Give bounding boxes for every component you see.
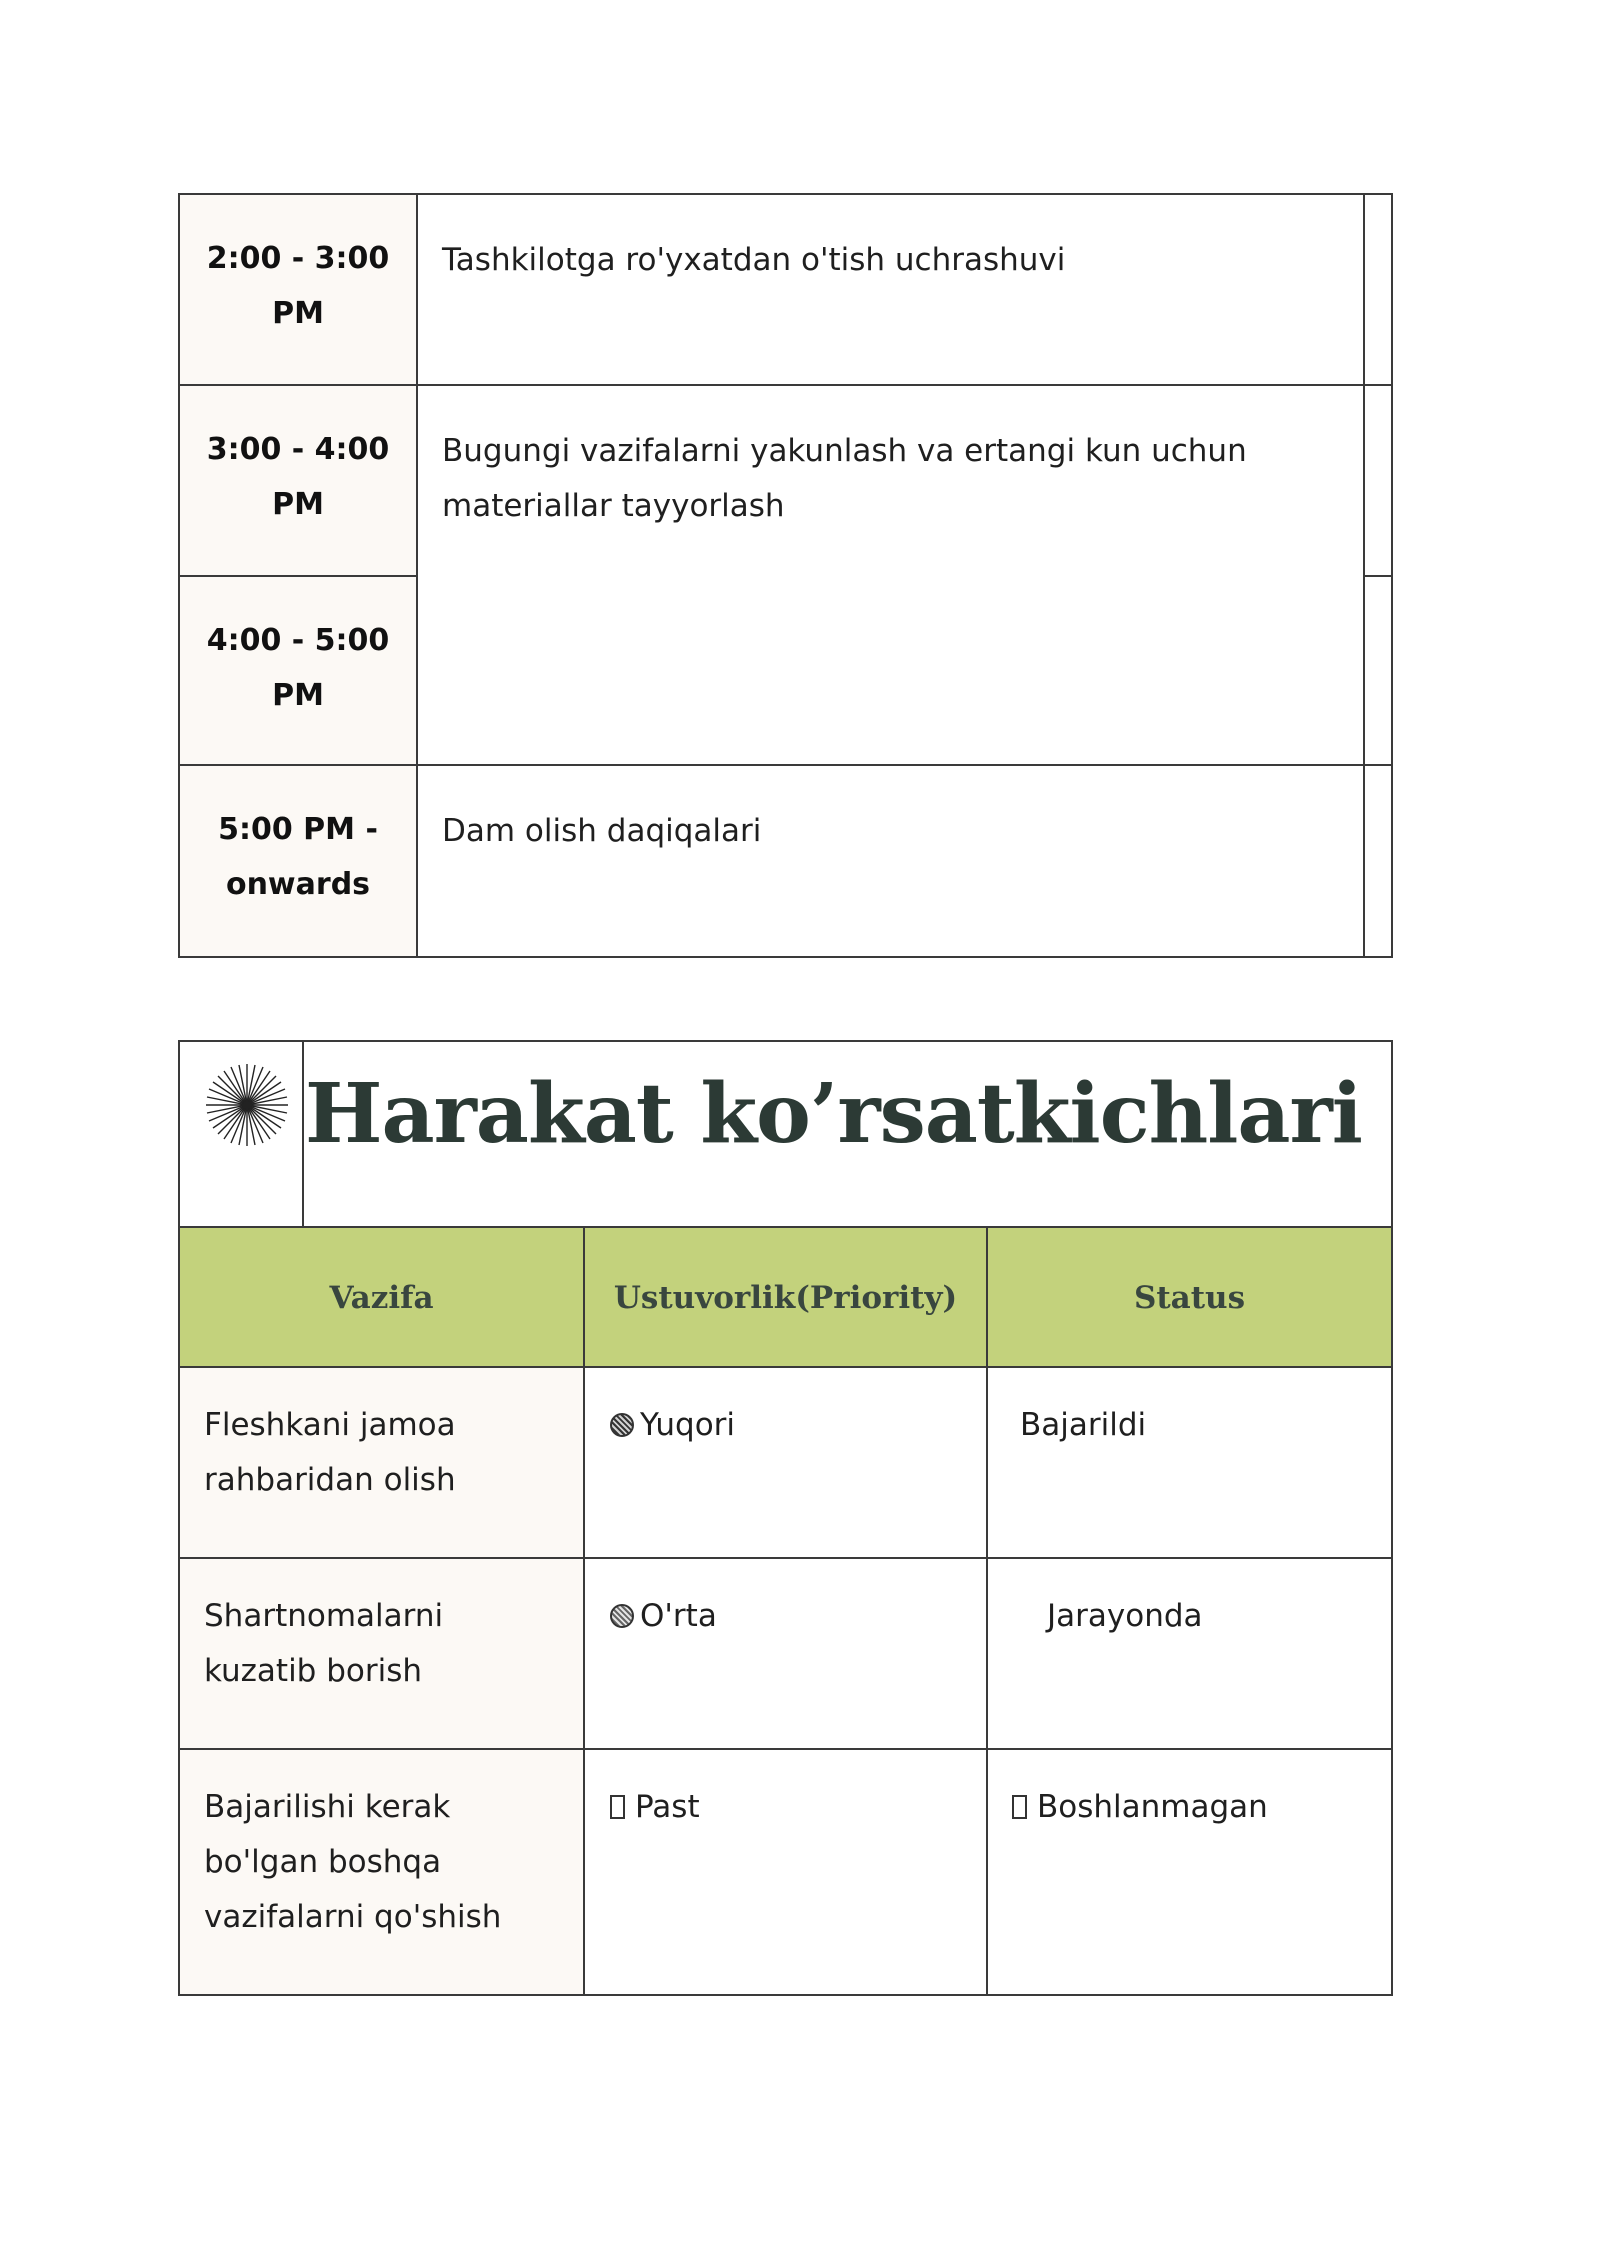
status-cell: Jarayonda xyxy=(1047,1598,1203,1634)
schedule-time: 2:00 - 3:00 PM xyxy=(206,241,390,331)
schedule-activity-cell xyxy=(418,386,1363,764)
schedule-time-cell xyxy=(180,766,418,956)
starburst-icon xyxy=(204,1062,290,1148)
task-cell: Fleshkani jamoa rahbaridan olish xyxy=(204,1407,456,1498)
tasks-table xyxy=(178,1226,1393,1996)
schedule-activity: Tashkilotga ro'yxatdan o'tish uchrashuvi xyxy=(442,242,1066,278)
schedule-time-cell xyxy=(180,577,418,764)
status-cell xyxy=(1012,1780,1382,1835)
heading-divider xyxy=(302,1042,304,1228)
priority-cell xyxy=(610,1589,970,1644)
schedule-edge-cell xyxy=(1363,766,1391,956)
schedule-activity-cell xyxy=(418,766,1363,956)
task-cell: Bajarilishi kerak bo'lgan boshqa vazifalarni qo'shish xyxy=(204,1789,502,1935)
column-divider xyxy=(583,1228,585,1994)
schedule-time-cell xyxy=(180,195,418,384)
status-cell: Bajarildi xyxy=(1020,1407,1147,1443)
section-title: Harakat ko’rsatkichlari xyxy=(305,1066,1362,1162)
schedule-edge-cell xyxy=(1363,195,1391,384)
priority-cell xyxy=(610,1780,970,1835)
schedule-time: 5:00 PM - onwards xyxy=(218,812,378,902)
schedule-activity: Bugungi vazifalarni yakunlash va ertangi kun uchun materiallar tayyorlash xyxy=(442,433,1247,524)
schedule-time-cell xyxy=(180,386,418,575)
schedule-table xyxy=(178,193,1393,958)
status-label: Boshlanmagan xyxy=(1037,1789,1268,1825)
priority-label: O'rta xyxy=(640,1598,717,1634)
schedule-time: 3:00 - 4:00 PM xyxy=(206,432,390,522)
row-divider xyxy=(180,1748,1391,1750)
box-icon xyxy=(1012,1795,1027,1819)
column-divider xyxy=(986,1228,988,1994)
task-cell: Shartnomalarni kuzatib borish xyxy=(204,1598,444,1689)
schedule-time: 4:00 - 5:00 PM xyxy=(206,623,390,713)
box-icon xyxy=(610,1795,625,1819)
schedule-activity: Dam olish daqiqalari xyxy=(442,813,762,849)
schedule-edge-cell xyxy=(1363,386,1391,575)
medium-priority-dot-icon xyxy=(610,1604,634,1628)
row-divider xyxy=(180,1557,1391,1559)
schedule-edge-cell xyxy=(1363,577,1391,764)
header-task: Vazifa xyxy=(329,1280,434,1316)
header-status: Status xyxy=(1133,1280,1246,1316)
section-heading-box xyxy=(178,1040,1393,1228)
row-divider xyxy=(180,1366,1391,1368)
priority-label: Past xyxy=(635,1789,700,1825)
schedule-activity-cell xyxy=(418,195,1363,384)
priority-cell xyxy=(610,1398,970,1453)
priority-label: Yuqori xyxy=(640,1407,736,1443)
high-priority-dot-icon xyxy=(610,1413,634,1437)
header-priority: Ustuvorlik(Priority) xyxy=(613,1280,958,1316)
